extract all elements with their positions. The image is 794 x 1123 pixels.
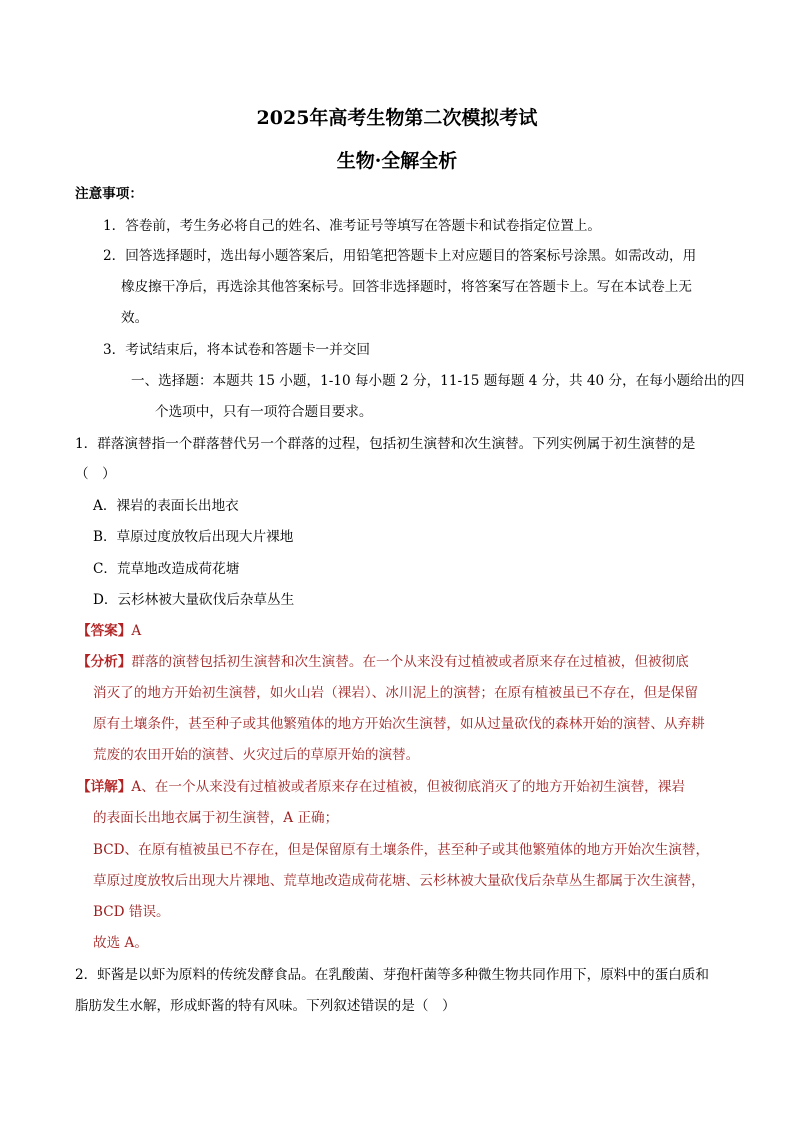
exam-subtitle: 生物·全解全析	[336, 150, 458, 172]
analysis-line-1	[77, 652, 689, 672]
question-1-option-b: B．草原过度放牧后出现大片裸地	[93, 529, 294, 545]
question-2-stem-cont: 脂肪发生水解，形成虾酱的特有风味。下列叙述错误的是（ ）	[75, 998, 456, 1014]
notice-item-2: 2．回答选择题时，选出每小题答案后，用铅笔把答题卡上对应题目的答案标号涂黑。如需改动，用	[103, 248, 697, 264]
detail-text-1: A、在一个从来没有过植被或者原来存在过植被，但被彻底消灭了的地方开始初生演替，裸岩	[131, 779, 685, 795]
exam-title: 2025年高考生物第二次模拟考试	[256, 107, 538, 129]
analysis-text-1: 群落的演替包括初生演替和次生演替。在一个从来没有过植被或者原来存在过植被，但被彻底	[131, 654, 689, 670]
detail-text-3: BCD、在原有植被虽已不存在，但是保留原有土壤条件，甚至种子或其他繁殖体的地方开始次生演替，	[93, 842, 710, 858]
question-2-stem: 2．虾酱是以虾为原料的传统发酵食品。在乳酸菌、芽孢杆菌等多种微生物共同作用下，原料中的蛋白质和	[75, 967, 709, 983]
question-1-option-c: C．荒草地改造成荷花塘	[93, 561, 240, 577]
detail-text-5: BCD 错误。	[93, 904, 170, 920]
detail-text-2: 的表面长出地衣属于初生演替，A 正确；	[93, 810, 339, 826]
analysis-text-4: 荒废的农田开始的演替、火灾过后的草原开始的演替。	[93, 747, 420, 763]
answer-line	[77, 621, 141, 641]
analysis-text-3: 原有土壤条件，甚至种子或其他繁殖体的地方开始次生演替，如从过量砍伐的森林开始的演替、从弃耕	[93, 716, 705, 732]
section-instructions-cont: 个选项中，只有一项符合题目要求。	[155, 404, 373, 420]
notice-item-2-cont: 橡皮擦干净后，再选涂其他答案标号。回答非选择题时，将答案写在答题卡上。写在本试卷上无	[121, 279, 692, 295]
question-1-option-d: D．云杉林被大量砍伐后杂草丛生	[93, 592, 295, 608]
notice-heading: 注意事项：	[75, 186, 143, 202]
question-1-option-a: A．裸岩的表面长出地衣	[93, 498, 239, 514]
answer-tag: 【答案】	[77, 623, 132, 639]
notice-item-3: 3．考试结束后，将本试卷和答题卡一并交回	[103, 342, 370, 358]
question-1-stem: 1．群落演替指一个群落替代另一个群落的过程，包括初生演替和次生演替。下列实例属于初生演替的是	[75, 436, 696, 452]
detail-line-1	[77, 777, 685, 797]
detail-tag: 【详解】	[77, 779, 132, 795]
analysis-text-2: 消灭了的地方开始初生演替，如火山岩（裸岩）、冰川泥上的演替；在原有植被虽已不存在，但是保留	[93, 685, 698, 701]
answer-value: A	[131, 623, 142, 639]
notice-item-1: 1．答卷前，考生务必将自己的姓名、准考证号等填写在答题卡和试卷指定位置上。	[103, 218, 602, 234]
section-instructions: 一、选择题：本题共 15 小题，1-10 每小题 2 分，11-15 题每题 4 分，共 40 分，在每小题给出的四	[131, 373, 745, 389]
conclusion: 故选 A。	[93, 935, 148, 951]
detail-text-4: 草原过度放牧后出现大片裸地、荒草地改造成荷花塘、云杉林被大量砍伐后杂草丛生都属于次生演替，	[93, 873, 705, 889]
analysis-tag: 【分析】	[77, 654, 132, 670]
question-1-blank: （ ）	[75, 466, 116, 482]
notice-item-2-end: 效。	[121, 310, 149, 326]
